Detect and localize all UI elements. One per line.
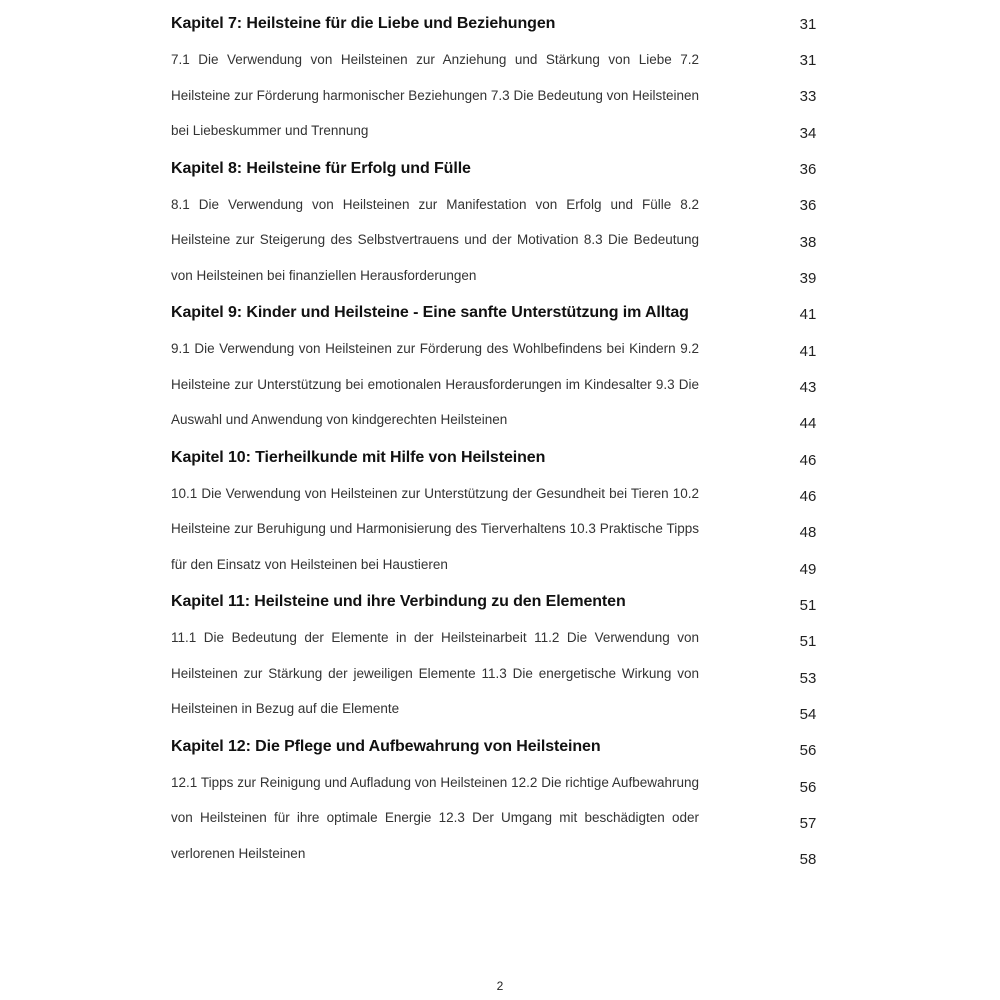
toc-chapter-10 [171,448,699,583]
page-number: 43 [799,379,817,396]
page-number: 56 [799,779,817,796]
page-number: 41 [799,343,817,360]
page-number: 36 [799,197,817,214]
page-number: 44 [799,415,817,432]
chapter-title: Kapitel 7: Heilsteine für die Liebe und Beziehungen [171,15,556,32]
page-number: 31 [799,16,817,33]
page-number: 46 [799,488,817,505]
page-number: 56 [799,742,817,759]
page-number: 31 [799,52,817,69]
page-number: 39 [799,270,817,287]
chapter-sections: 11.1 Die Bedeutung der Elemente in der Heilsteinarbeit 11.2 Die Verwendung von Heilsteinen zur Stärkung der jeweiligen Elemente 11.3 Die energetische Wirkung von Heilsteinen in Bezug auf die Elemente [171,630,699,716]
page-number: 49 [799,561,817,578]
page-number: 33 [799,88,817,105]
page-number: 41 [799,306,817,323]
chapter-sections: 8.1 Die Verwendung von Heilsteinen zur Manifestation von Erfolg und Fülle 8.2 Heilsteine zur Steigerung des Selbstvertrauens und der Motivation 8.3 Die Bedeutung von Heilsteinen bei finanziellen Herausforderungen [171,196,699,283]
chapter-title: Kapitel 12: Die Pflege und Aufbewahrung von Heilsteinen [171,737,601,755]
chapter-title: Kapitel 10: Tierheilkunde mit Hilfe von Heilsteinen [171,448,546,466]
chapter-sections: 10.1 Die Verwendung von Heilsteinen zur Unterstützung der Gesundheit bei Tieren 10.2 Heilsteine zur Beruhigung und Harmonisierung des Tierverhaltens 10.3 Praktische Tipps für den Einsatz von Heilsteinen bei Haustieren [171,485,699,572]
toc-chapter-7 [171,14,699,149]
chapter-title: Kapitel 9: Kinder und Heilsteine - Eine sanfte Unterstützung im Alltag [171,304,689,321]
page-number: 34 [799,125,817,142]
page-number: 51 [799,597,817,614]
chapter-title: Kapitel 8: Heilsteine für Erfolg und Fülle [171,159,471,177]
page-number: 51 [799,633,817,650]
page-number: 53 [799,670,817,687]
page-number: 38 [799,234,817,251]
page-number: 46 [799,452,817,469]
chapter-title: Kapitel 11: Heilsteine und ihre Verbindung zu den Elementen [171,593,626,610]
page-number: 54 [799,706,817,723]
toc-chapter-9 [171,303,699,438]
toc-chapter-8 [171,159,699,294]
page-number: 36 [799,161,817,178]
page-number: 48 [799,524,817,541]
chapter-sections: 9.1 Die Verwendung von Heilsteinen zur Förderung des Wohlbefindens bei Kindern 9.2 Heilsteine zur Unterstützung bei emotionalen Herausforderungen im Kindesalter 9.3 Die Auswahl und Anwendung von kindgerechten Heilsteinen [171,341,699,427]
chapter-sections: 7.1 Die Verwendung von Heilsteinen zur Anziehung und Stärkung von Liebe 7.2 Heilsteine zur Förderung harmonischer Beziehungen 7.3 Die Bedeutung von Heilsteinen bei Liebeskummer und Trennung [171,52,699,138]
page-number: 58 [799,851,817,868]
toc-entries [171,14,699,881]
chapter-sections: 12.1 Tipps zur Reinigung und Aufladung von Heilsteinen 12.2 Die richtige Aufbewahrung von Heilsteinen für ihre optimale Energie 12.3 Der Umgang mit beschädigten oder verlorenen Heilsteinen [171,774,699,861]
page-number: 57 [799,815,817,832]
toc-chapter-12 [171,737,699,872]
page-footer-number: 2 [496,979,504,993]
toc-chapter-11 [171,592,699,727]
